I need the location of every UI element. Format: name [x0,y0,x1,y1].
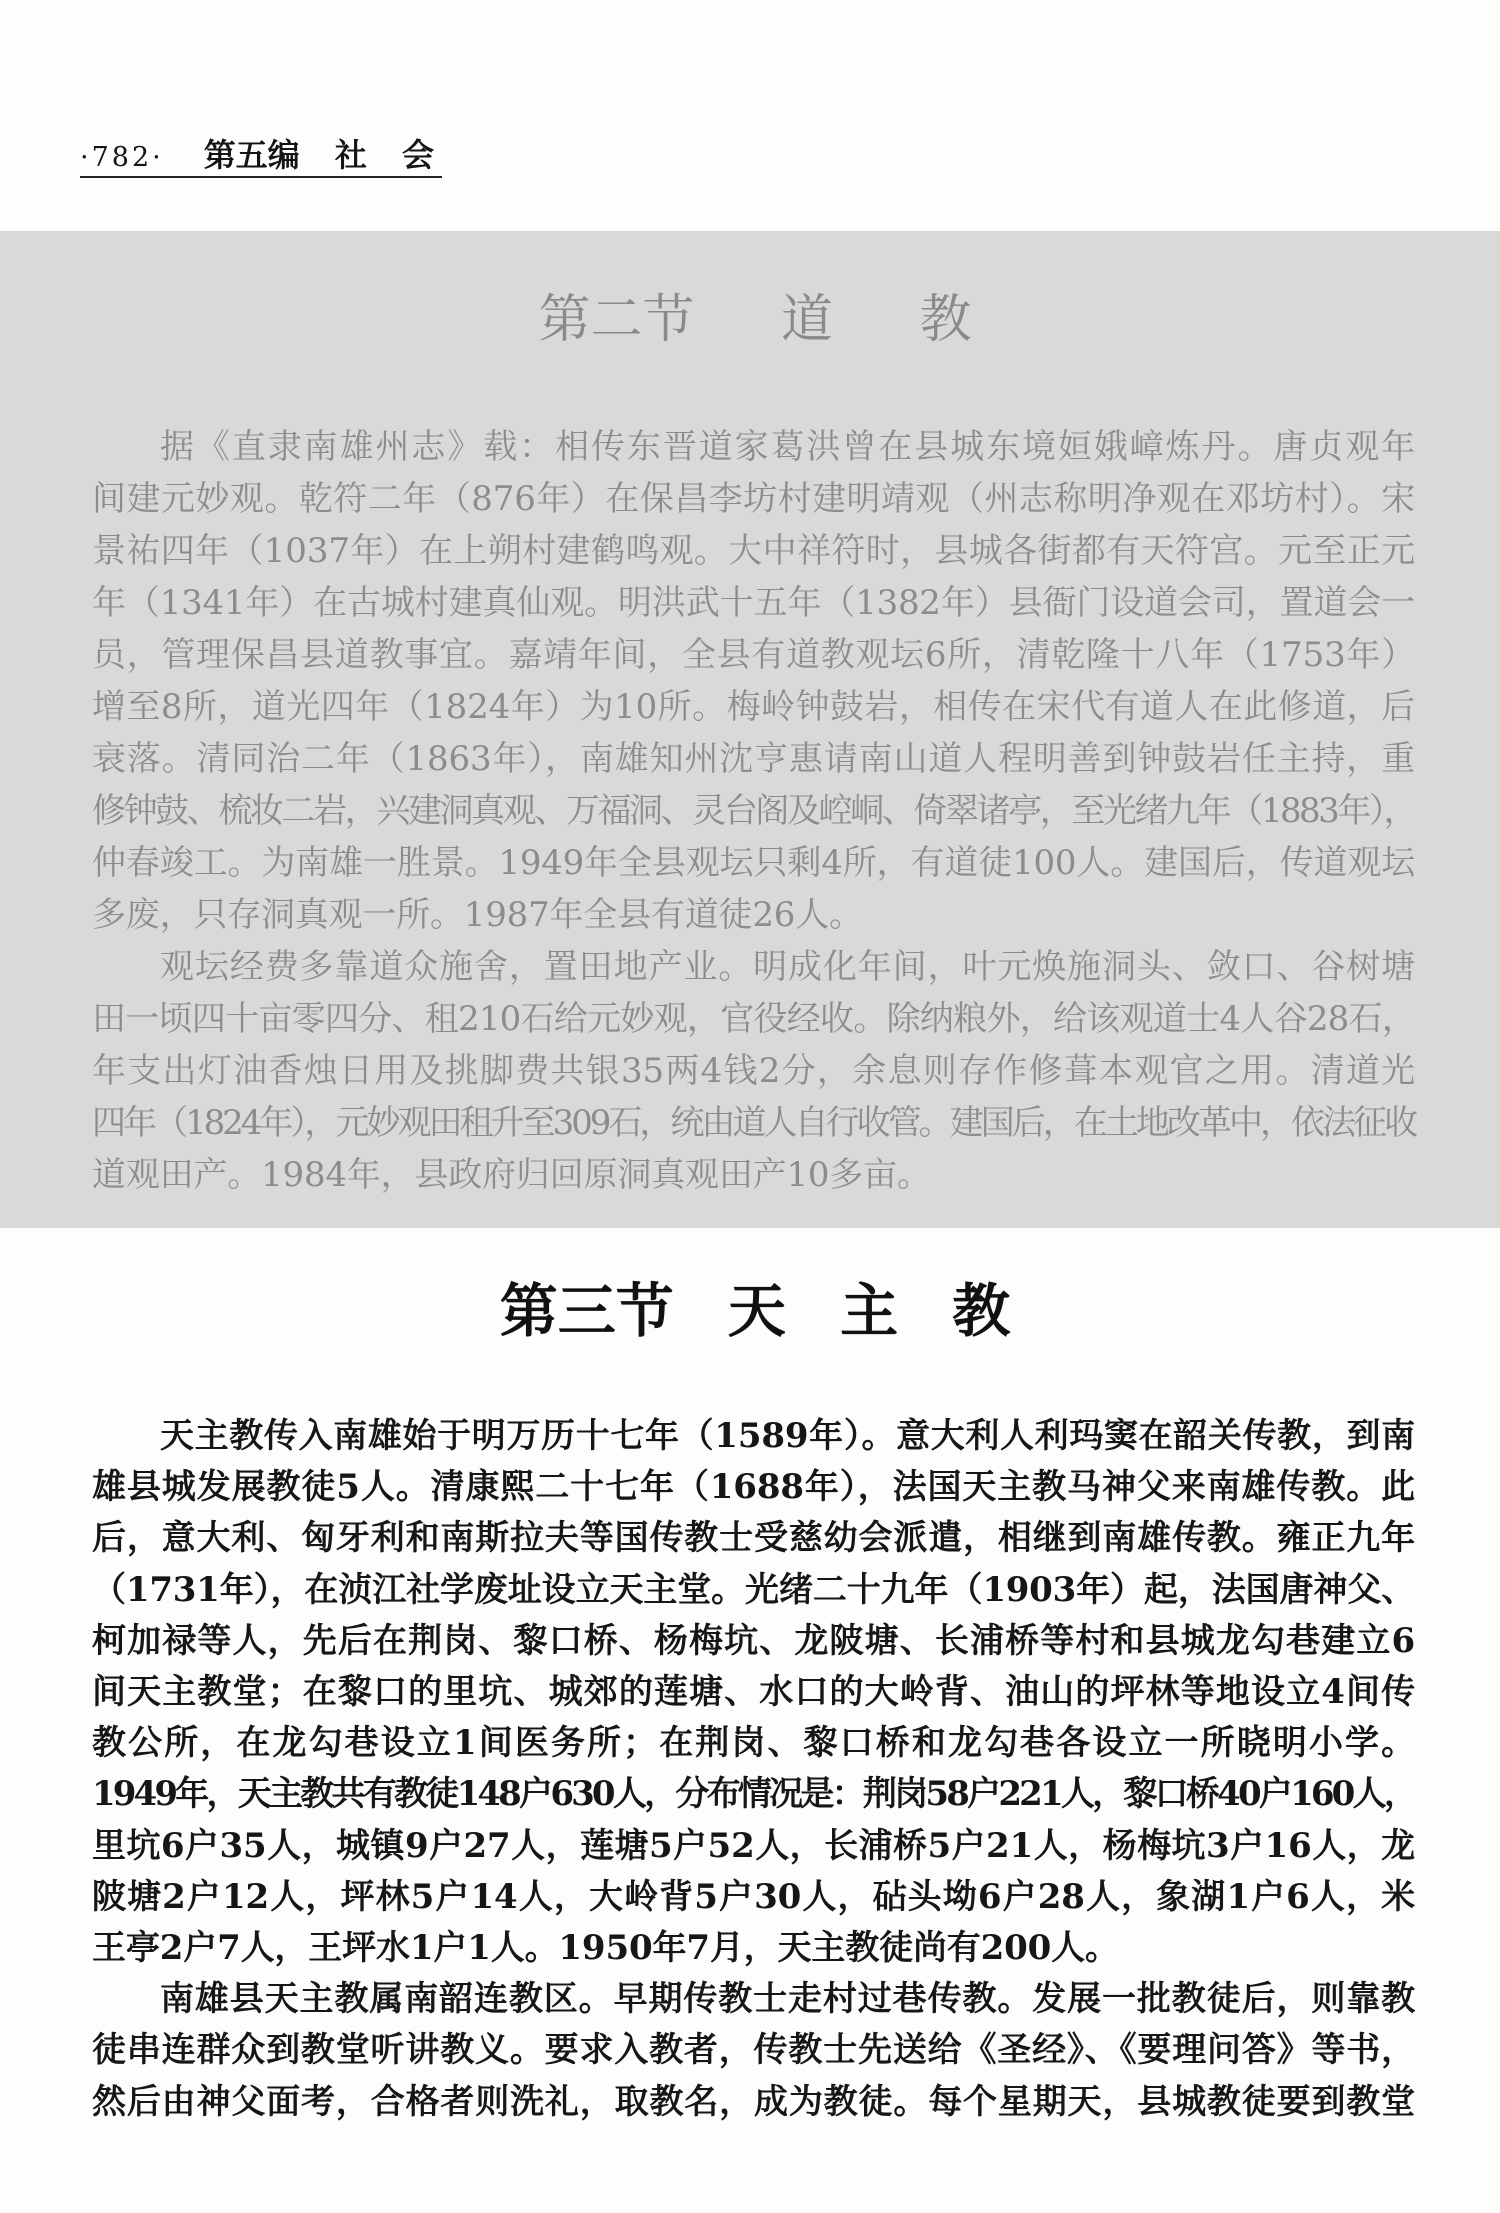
paragraph [92,421,1415,941]
text-line: 年支出灯油香烛日用及挑脚费共银35两4钱2分，余息则存作修葺本观官之用。清道光 [92,1051,1415,1091]
text-line: 四年（1824年），元妙观田租升至309石，统由道人自行收管。建国后，在土地改革中，依法征收 [92,1103,1415,1143]
text-line: 柯加禄等人，先后在荆岗、黎口桥、杨梅坑、龙陂塘、长浦桥等村和县城龙勾巷建立6 [92,1620,1415,1661]
text-line: 衰落。清同治二年（1863年），南雄知州沈亨惠请南山道人程明善到钟鼓岩任主持，重 [92,739,1415,779]
text-line: 王亭2户7人，王坪水1户1人。1950年7月，天主教徒尚有200人。 [92,1928,1119,1969]
text-line: 年（1341年）在古城村建真仙观。明洪武十五年（1382年）县衙门设道会司，置道会一 [92,583,1415,623]
text-line: 陂塘2户12人，坪林5户14人，大岭背5户30人，砧头坳6户28人，象湖1户6人，米 [92,1876,1415,1917]
section-taoism [0,231,1500,1228]
section-body [92,421,1415,1201]
text-line: 1949年，天主教共有教徒148户630人，分布情况是：荆岗58户221人，黎口桥40户160人， [92,1774,1415,1815]
text-line: 后，意大利、匈牙利和南斯拉夫等国传教士受慈幼会派遣，相继到南雄传教。雍正九年 [92,1518,1415,1559]
text-line: 景祐四年（1037年）在上朔村建鹤鸣观。大中祥符时，县城各街都有天符宫。元至正元 [92,531,1415,571]
text-line: 多废，只存洞真观一所。1987年全县有道徒26人。 [92,895,863,935]
text-line: 员，管理保昌县道教事宜。嘉靖年间，全县有道教观坛6所，清乾隆十八年（1753年） [92,635,1415,675]
text-line: （1731年），在浈江社学废址设立天主堂。光绪二十九年（1903年）起，法国唐神父、 [92,1569,1415,1610]
text-line: 天主教传入南雄始于明万历十七年（1589年）。意大利人利玛窦在韶关传教，到南 [160,1416,1415,1456]
text-line: 仲春竣工。为南雄一胜景。1949年全县观坛只剩4所，有道徒100人。建国后，传道观坛 [92,843,1415,883]
text-line: 道观田产。1984年，县政府归回原洞真观田产10多亩。 [92,1155,931,1195]
text-line: 田一顷四十亩零四分、租210石给元妙观，官役经收。除纳粮外，给该观道士4人谷28石， [92,999,1415,1039]
text-line: 里坑6户35人，城镇9户27人，莲塘5户52人，长浦桥5户21人，杨梅坑3户16人，龙 [92,1825,1415,1866]
text-line: 雄县城发展教徒5人。清康熙二十七年（1688年），法国天主教马神父来南雄传教。此 [92,1467,1415,1508]
part-title: 第五编 社 会 [203,136,434,174]
section-title: 第三节 天 主 教 [499,1277,1011,1345]
section-body [92,1411,1415,2128]
text-line: 修钟鼓、梳妆二岩，兴建洞真观、万福洞、灵台阁及崆峒、倚翠诸亭，至光绪九年（1883年）， [92,791,1415,831]
text-line: 间天主教堂；在黎口的里坑、城郊的莲塘、水口的大岭背、油山的坪林等地设立4间传 [92,1672,1415,1713]
text-line: 据《直隶南雄州志》载：相传东晋道家葛洪曾在县城东境姮娥嶂炼丹。唐贞观年 [160,427,1415,467]
text-line: 观坛经费多靠道众施舍，置田地产业。明成化年间，叶元焕施洞头、敛口、谷树塘 [160,947,1415,987]
section-title: 第二节 道 教 [538,290,972,350]
running-header [80,134,442,178]
text-line: 教公所，在龙勾巷设立1间医务所；在荆岗、黎口桥和龙勾巷各设立一所晓明小学。 [92,1723,1415,1764]
text-line: 然后由神父面考，合格者则洗礼，取教名，成为教徒。每个星期天，县城教徒要到教堂 [92,2081,1415,2122]
paragraph [92,1411,1415,1974]
text-line: 南雄县天主教属南韶连教区。早期传教士走村过巷传教。发展一批教徒后，则靠教 [160,1979,1415,2020]
paragraph [92,1974,1415,2128]
page-number: ·782· [80,142,164,173]
paragraph [92,941,1415,1201]
text-line: 增至8所，道光四年（1824年）为10所。梅岭钟鼓岩，相传在宋代有道人在此修道，后 [92,687,1415,727]
text-line: 间建元妙观。乾符二年（876年）在保昌李坊村建明靖观（州志称明净观在邓坊村）。宋 [92,479,1415,519]
text-line: 徒串连群众到教堂听讲教义。要求入教者，传教士先送给《圣经》、《要理问答》等书， [92,2030,1415,2071]
